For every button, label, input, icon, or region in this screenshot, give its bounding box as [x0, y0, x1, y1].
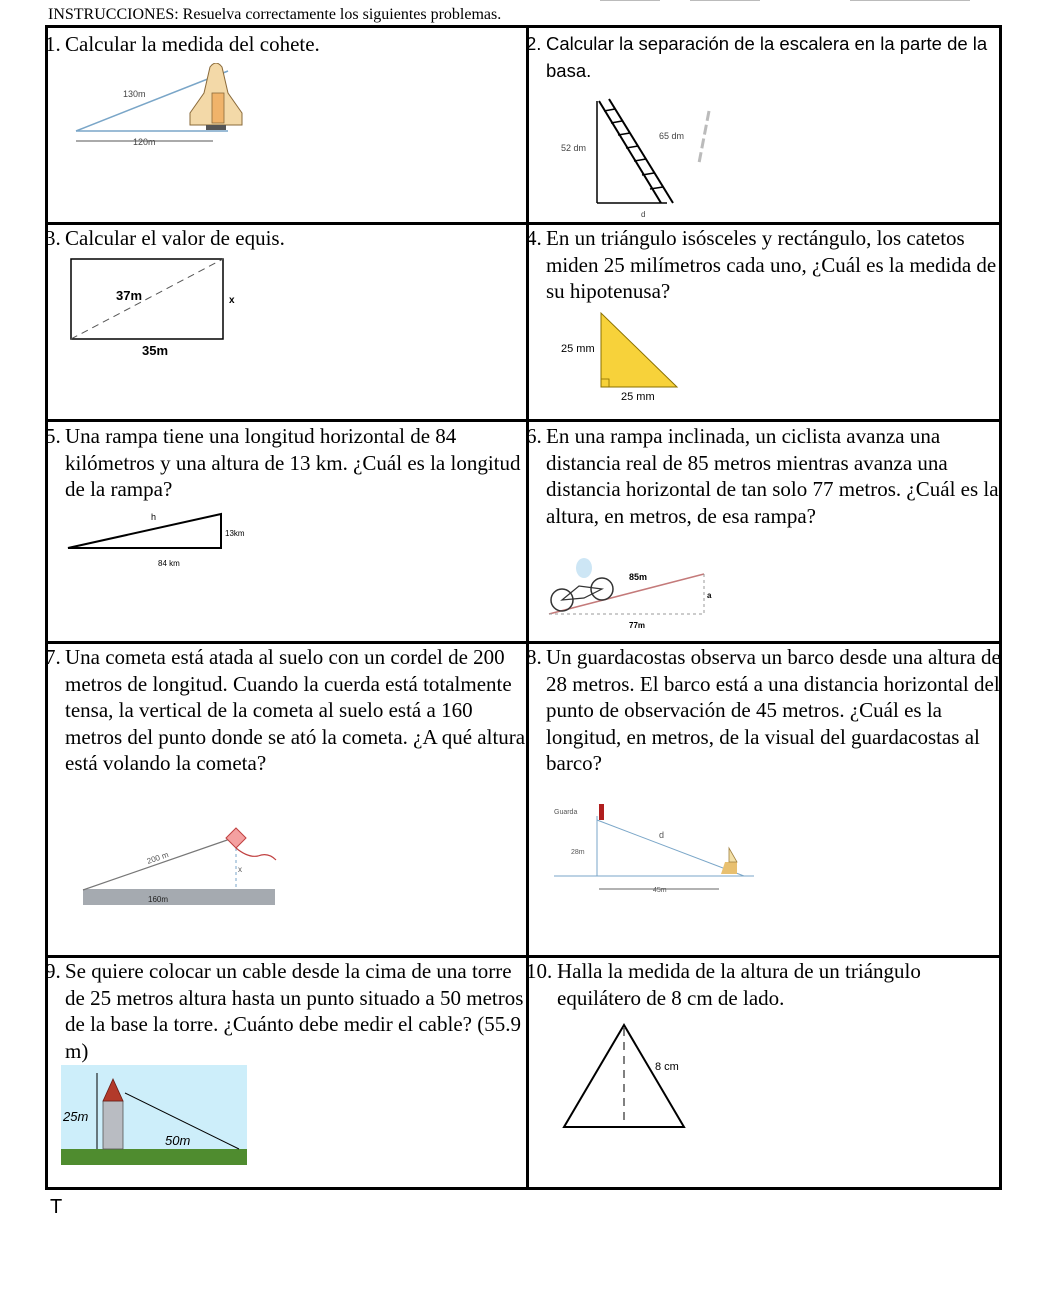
- isosceles-triangle-figure: [559, 307, 719, 402]
- svg-text:d: d: [641, 210, 646, 219]
- svg-text:d: d: [659, 830, 665, 840]
- problems-table: [45, 25, 1002, 1190]
- problem-5-cell: [45, 422, 526, 641]
- problem-1-text: 1. Calcular la medida del cohete.: [45, 32, 320, 56]
- problem-8-text: 8. Un guardacostas observa un barco desde una altura de 28 metros. El barco está a una distancia horizontal del punto de observación de 45 metros. ¿Cuál es la longitud, en metros, de la visual del guardacostas al barco?: [526, 645, 1001, 775]
- rectangle-figure: [66, 255, 266, 365]
- svg-text:50m: 50m: [165, 1133, 191, 1148]
- rocket-figure: [68, 63, 268, 153]
- problem-9-cell: [45, 958, 526, 1190]
- problem-4-text: 4. En un triángulo isósceles y rectángulo, los catetos miden 25 milímetros cada uno, ¿Cuál es la medida de su hipotenusa?: [526, 226, 997, 303]
- problem-7-cell: [45, 644, 526, 955]
- svg-text:37m: 37m: [116, 288, 143, 303]
- svg-text:84 km: 84 km: [158, 559, 180, 568]
- bicycle-ramp-figure: [544, 556, 719, 636]
- scan-line: [600, 0, 660, 1]
- ladder-figure: [549, 93, 729, 223]
- svg-text:25m: 25m: [63, 1109, 89, 1124]
- svg-text:120m: 120m: [133, 137, 156, 147]
- problem-10-text: 10. Halla la medida de la altura de un triángulo equilátero de 8 cm de lado.: [526, 959, 921, 1010]
- svg-text:200 m: 200 m: [145, 850, 170, 866]
- svg-text:x: x: [229, 295, 235, 306]
- svg-text:25 mm: 25 mm: [621, 391, 655, 402]
- problem-9-text: 9. Se quiere colocar un cable desde la cima de una torre de 25 metros altura hasta un punto situado a 50 metros de la base la torre. ¿Cuánto debe medir el cable? (55.9 m): [45, 959, 524, 1063]
- coastguard-figure: [549, 804, 769, 919]
- tower-figure: [61, 1065, 247, 1165]
- svg-text:45m: 45m: [653, 887, 667, 894]
- svg-text:x: x: [238, 865, 242, 874]
- kite-figure: [78, 814, 298, 924]
- svg-text:13km: 13km: [225, 529, 245, 538]
- ramp-figure: [63, 506, 263, 571]
- problem-1-cell: [45, 28, 526, 222]
- problem-10-cell: [526, 958, 1002, 1190]
- equilateral-triangle-figure: [559, 1020, 699, 1135]
- problem-3-cell: [45, 225, 526, 419]
- scan-line: [850, 0, 970, 1]
- problem-3-text: 3. Calcular el valor de equis.: [45, 226, 285, 250]
- problem-2-text: 2. Calcular la separación de la escalera en la parte de la basa.: [526, 33, 988, 81]
- scan-line: [690, 0, 760, 1]
- problem-7-text: 7. Una cometa está atada al suelo con un cordel de 200 metros de longitud. Cuando la cuerda está totalmente tensa, la vertical de la cometa al suelo está a 160 metros del punto donde se ató la cometa. ¿A qué altura está volando la cometa?: [45, 645, 526, 775]
- svg-text:25 mm: 25 mm: [561, 343, 595, 355]
- footer-text: T: [50, 1196, 63, 1218]
- svg-text:8 cm: 8 cm: [655, 1061, 679, 1073]
- svg-text:130m: 130m: [123, 89, 146, 99]
- problem-8-cell: [526, 644, 1002, 955]
- svg-text:65 dm: 65 dm: [659, 131, 685, 141]
- problem-5-text: 5. Una rampa tiene una longitud horizontal de 84 kilómetros y una altura de 13 km. ¿Cuál es la longitud de la rampa?: [45, 424, 521, 501]
- svg-text:28m: 28m: [571, 849, 585, 856]
- svg-text:a: a: [707, 591, 712, 600]
- problem-4-cell: [526, 225, 1002, 419]
- problem-6-text: 6. En una rampa inclinada, un ciclista avanza una distancia real de 85 metros mientras avanza una distancia horizontal de tan solo 77 metros. ¿Cuál es la altura, en metros, de esa rampa?: [526, 424, 999, 528]
- problem-6-cell: [526, 422, 1002, 641]
- problem-2-cell: [526, 28, 1002, 222]
- svg-text:160m: 160m: [148, 895, 169, 904]
- svg-text:35m: 35m: [142, 343, 169, 358]
- svg-text:Guarda: Guarda: [554, 809, 578, 816]
- svg-text:h: h: [151, 512, 157, 522]
- instructions-header: INSTRUCCIONES: Resuelva correctamente los siguientes problemas.: [48, 6, 502, 23]
- svg-text:52 dm: 52 dm: [561, 143, 587, 153]
- svg-text:85m: 85m: [629, 572, 648, 582]
- svg-text:77m: 77m: [629, 621, 646, 630]
